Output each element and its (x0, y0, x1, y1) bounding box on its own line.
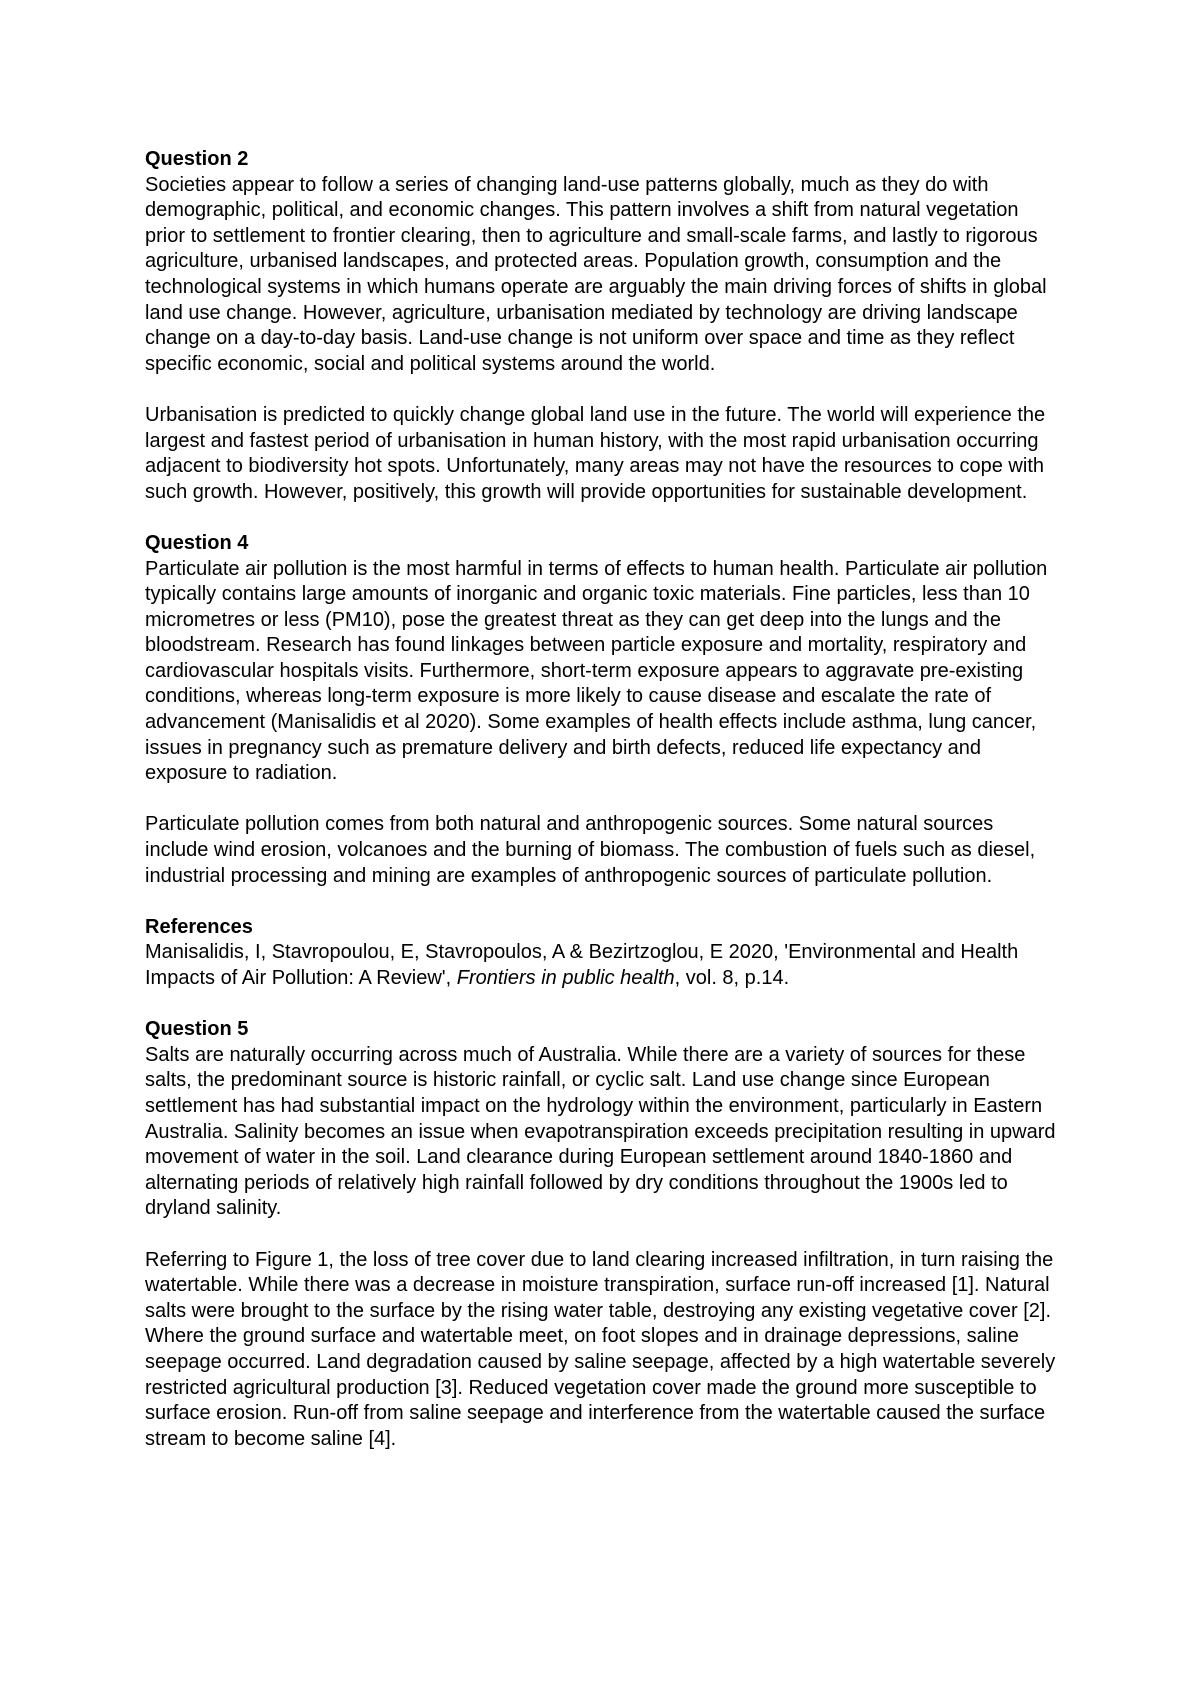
reference-entry-volume: , vol. 8, p.14. (674, 967, 790, 989)
references-heading: References (145, 915, 253, 938)
question-2-paragraph-2: Urbanisation is predicted to quickly change global land use in the future. The world will experience the largest and fastest period of urbanisation in human history, with the most rapid urbanisation occurring adjacent to biodiversity hot spots. Unfortunately, many areas may not have the resources to cope with such growth. However, positively, this growth will provide opportunities for sustainable development. (145, 403, 1046, 503)
question-4-paragraph-1: Particulate air pollution is the most harmful in terms of effects to human health. Particulate air pollution typically contains large amounts of inorganic and organic toxic materials. Fine particles, less than 10 micrometres or less (PM10), pose the greatest threat as they can get deep into the lungs and the bloodstream. Research has found linkages between particle exposure and mortality, respiratory and cardiovascular hospitals visits. Furthermore, short-term exposure appears to aggravate pre-existing conditions, whereas long-term exposure is more likely to cause disease and escalate the rate of advancement (Manisalidis et al 2020). Some examples of health effects include asthma, lung cancer, issues in pregnancy such as premature delivery and birth defects, reduced life expectancy and exposure to radiation. (145, 557, 1048, 785)
question-5-paragraph-1: Salts are naturally occurring across much of Australia. While there are a variety of sources for these salts, the predominant source is historic rainfall, or cyclic salt. Land use change since European settlement has had substantial impact on the hydrology within the environment, particularly in Eastern Australia. Salinity becomes an issue when evapotranspiration exceeds precipitation resulting in upward movement of water in the soil. Land clearance during European settlement around 1840-1860 and alternating periods of relatively high rainfall followed by dry conditions throughout the 1900s led to dryland salinity. (145, 1043, 1056, 1220)
question-2-heading: Question 2 (145, 148, 249, 170)
question-2-paragraph-1: Societies appear to follow a series of changing land-use patterns globally, much as they do with demographic, political, and economic changes. This pattern involves a shift from natural vegetation prior to settlement to frontier clearing, then to agriculture and small-scale farms, and lastly to rigorous agriculture, urbanised landscapes, and protected areas. Population growth, consumption and the technological systems in which humans operate are arguably the main driving forces of shifts in global land use change. However, agriculture, urbanisation mediated by technology are driving landscape change on a day-to-day basis. Land-use change is not uniform over space and time as they reflect specific economic, social and political systems around the world. (145, 173, 1047, 375)
question-5-heading: Question 5 (145, 1018, 249, 1041)
question-4-heading: Question 4 (145, 531, 249, 554)
question-5-section (145, 1017, 1060, 1452)
question-4-paragraph-2: Particulate pollution comes from both natural and anthropogenic sources. Some natural sources include wind erosion, volcanoes and the burning of biomass. The combustion of fuels such as diesel, industrial processing and mining are examples of anthropogenic sources of particulate pollution. (145, 813, 1036, 887)
question-5-paragraph-2: Referring to Figure 1, the loss of tree cover due to land clearing increased infiltration, in turn raising the watertable. While there was a decrease in moisture transpiration, surface run-off increased [1]. Natural salts were brought to the surface by the rising water table, destroying any existing vegetative cover [2]. Where the ground surface and watertable meet, on foot slopes and in drainage depressions, saline seepage occurred. Land degradation caused by saline seepage, affected by a high watertable severely restricted agricultural production [3]. Reduced vegetation cover made the ground more susceptible to surface erosion. Run-off from saline seepage and interference from the watertable caused the surface stream to become saline [4]. (145, 1248, 1056, 1450)
reference-entry (145, 940, 1060, 991)
references-section (145, 915, 1060, 992)
document-body (145, 147, 1060, 1452)
question-4-section (145, 531, 1060, 889)
reference-entry-authors-title: Manisalidis, I, Stavropoulou, E, Stavropoulos, A & Bezirtzoglou, E 2020, 'Environmental and Health Impacts of Air Pollution: A Review', (145, 941, 1019, 989)
question-2-section (145, 147, 1060, 505)
reference-entry-journal: Frontiers in public health (456, 967, 675, 989)
